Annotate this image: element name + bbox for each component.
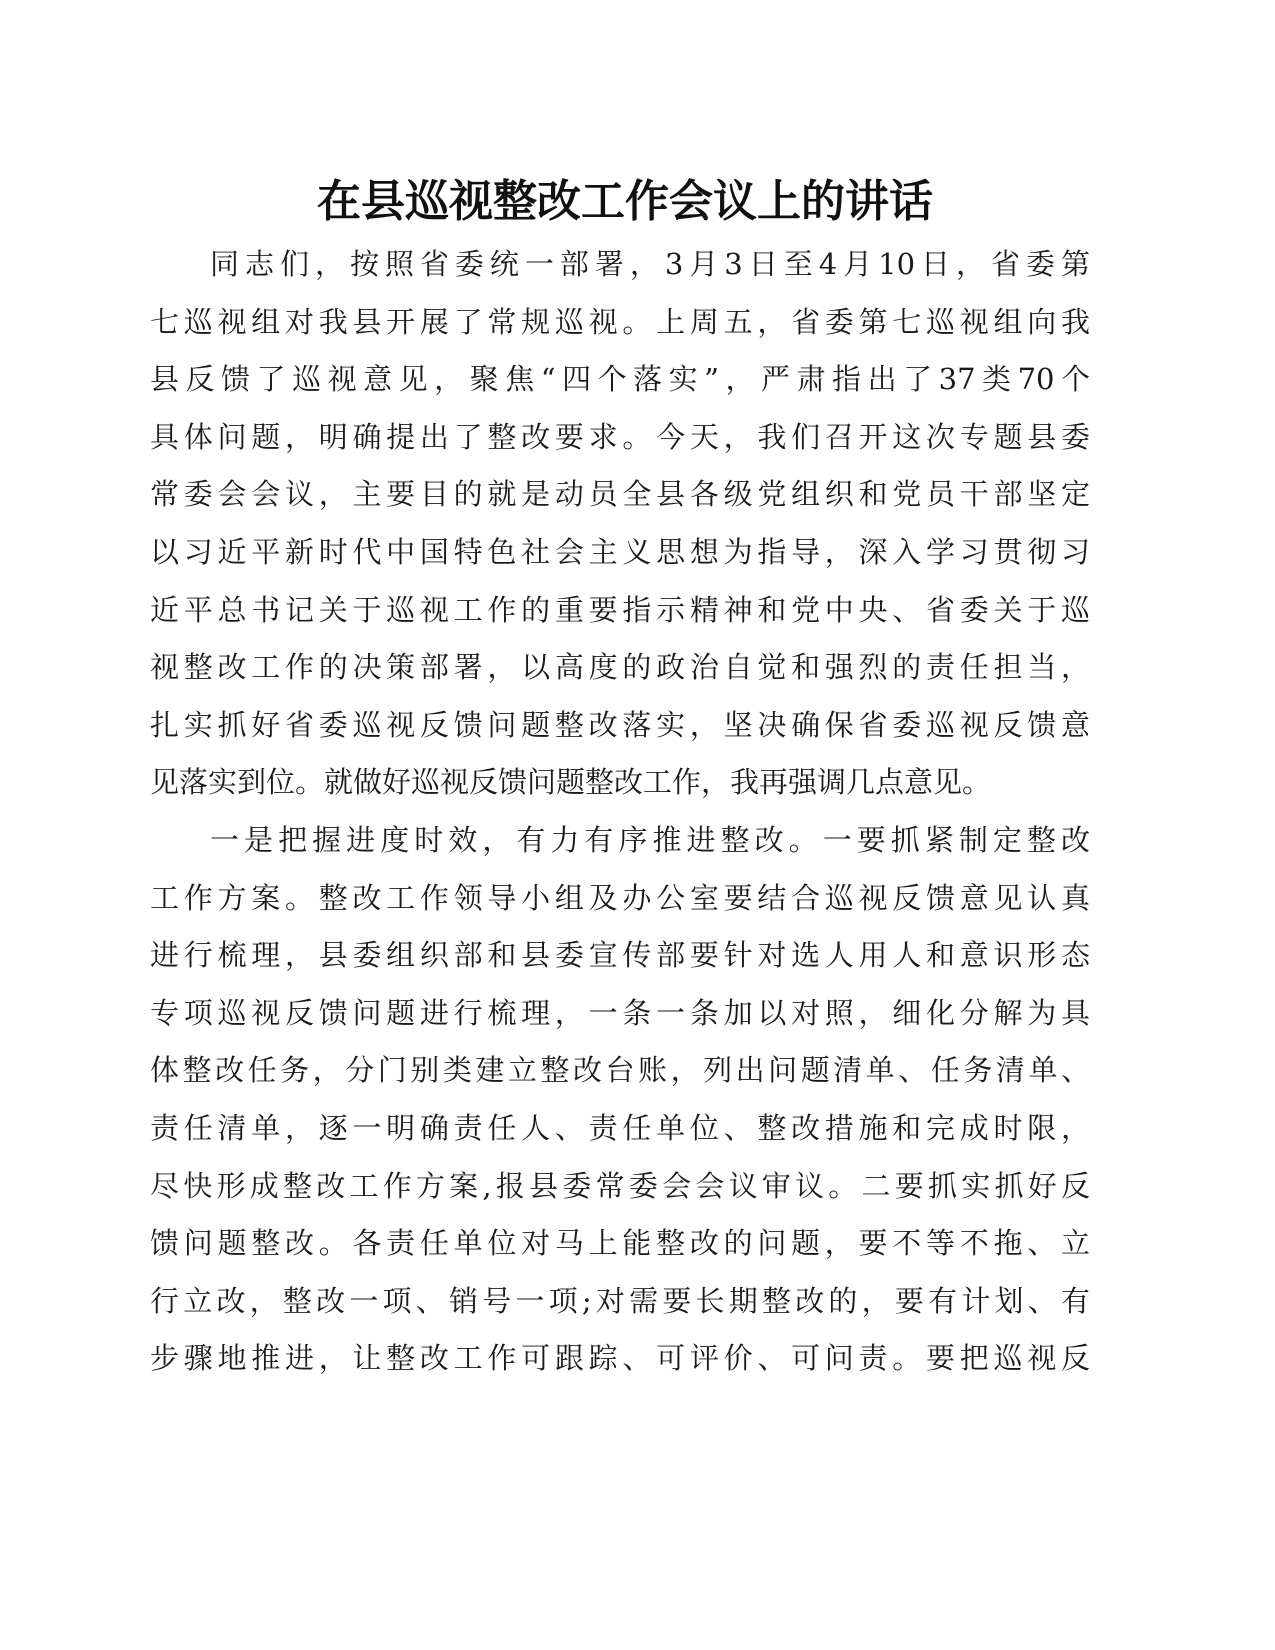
paragraph-line: 县反馈了巡视意见，聚焦“四个落实”，严肃指出了37类70个 [150, 362, 1090, 397]
paragraph-line: 体整改任务，分门别类建立整改台账，列出问题清单、任务清单、 [150, 1053, 1090, 1088]
paragraph-2 [150, 812, 1090, 1388]
document-title: 在县巡视整改工作会议上的讲话 [317, 176, 933, 227]
paragraph-line: 专项巡视反馈问题进行梳理，一条一条加以对照，细化分解为具 [150, 995, 1090, 1030]
paragraph-line: 进行梳理，县委组织部和县委宣传部要针对选人用人和意识形态 [150, 938, 1090, 973]
paragraph-line: 具体问题，明确提出了整改要求。今天，我们召开这次专题县委 [150, 419, 1090, 454]
paragraph-line: 视整改工作的决策部署，以高度的政治自觉和强烈的责任担当， [150, 650, 1090, 685]
paragraph-line: 责任清单，逐一明确责任人、责任单位、整改措施和完成时限， [150, 1110, 1090, 1145]
paragraph-line: 工作方案。整改工作领导小组及办公室要结合巡视反馈意见认真 [150, 880, 1090, 915]
paragraph-line: 步骤地推进，让整改工作可跟踪、可评价、可问责。要把巡视反 [150, 1341, 1090, 1376]
paragraph-line: 见落实到位。就做好巡视反馈问题整改工作，我再强调几点意见。 [150, 765, 992, 800]
paragraph-line: 近平总书记关于巡视工作的重要指示精神和党中央、省委关于巡 [150, 592, 1090, 627]
document-body [150, 236, 1090, 1388]
paragraph-line: 一是把握进度时效，有力有序推进整改。一要抓紧制定整改 [210, 822, 1090, 857]
paragraph-line: 行立改，整改一项、销号一项;对需要长期整改的，要有计划、有 [150, 1283, 1090, 1318]
paragraph-line: 常委会会议，主要目的就是动员全县各级党组织和党员干部坚定 [150, 477, 1090, 512]
paragraph-line: 以习近平新时代中国特色社会主义思想为指导，深入学习贯彻习 [150, 534, 1090, 569]
paragraph-line: 尽快形成整改工作方案,报县委常委会会议审议。二要抓实抓好反 [150, 1168, 1090, 1203]
paragraph-line: 扎实抓好省委巡视反馈问题整改落实，坚决确保省委巡视反馈意 [150, 707, 1090, 742]
paragraph-line: 馈问题整改。各责任单位对马上能整改的问题，要不等不拖、立 [150, 1226, 1090, 1261]
paragraph-line: 七巡视组对我县开展了常规巡视。上周五，省委第七巡视组向我 [150, 304, 1090, 339]
paragraph-line: 同志们，按照省委统一部署，3月3日至4月10日，省委第 [210, 247, 1090, 281]
paragraph-1 [150, 236, 1090, 812]
